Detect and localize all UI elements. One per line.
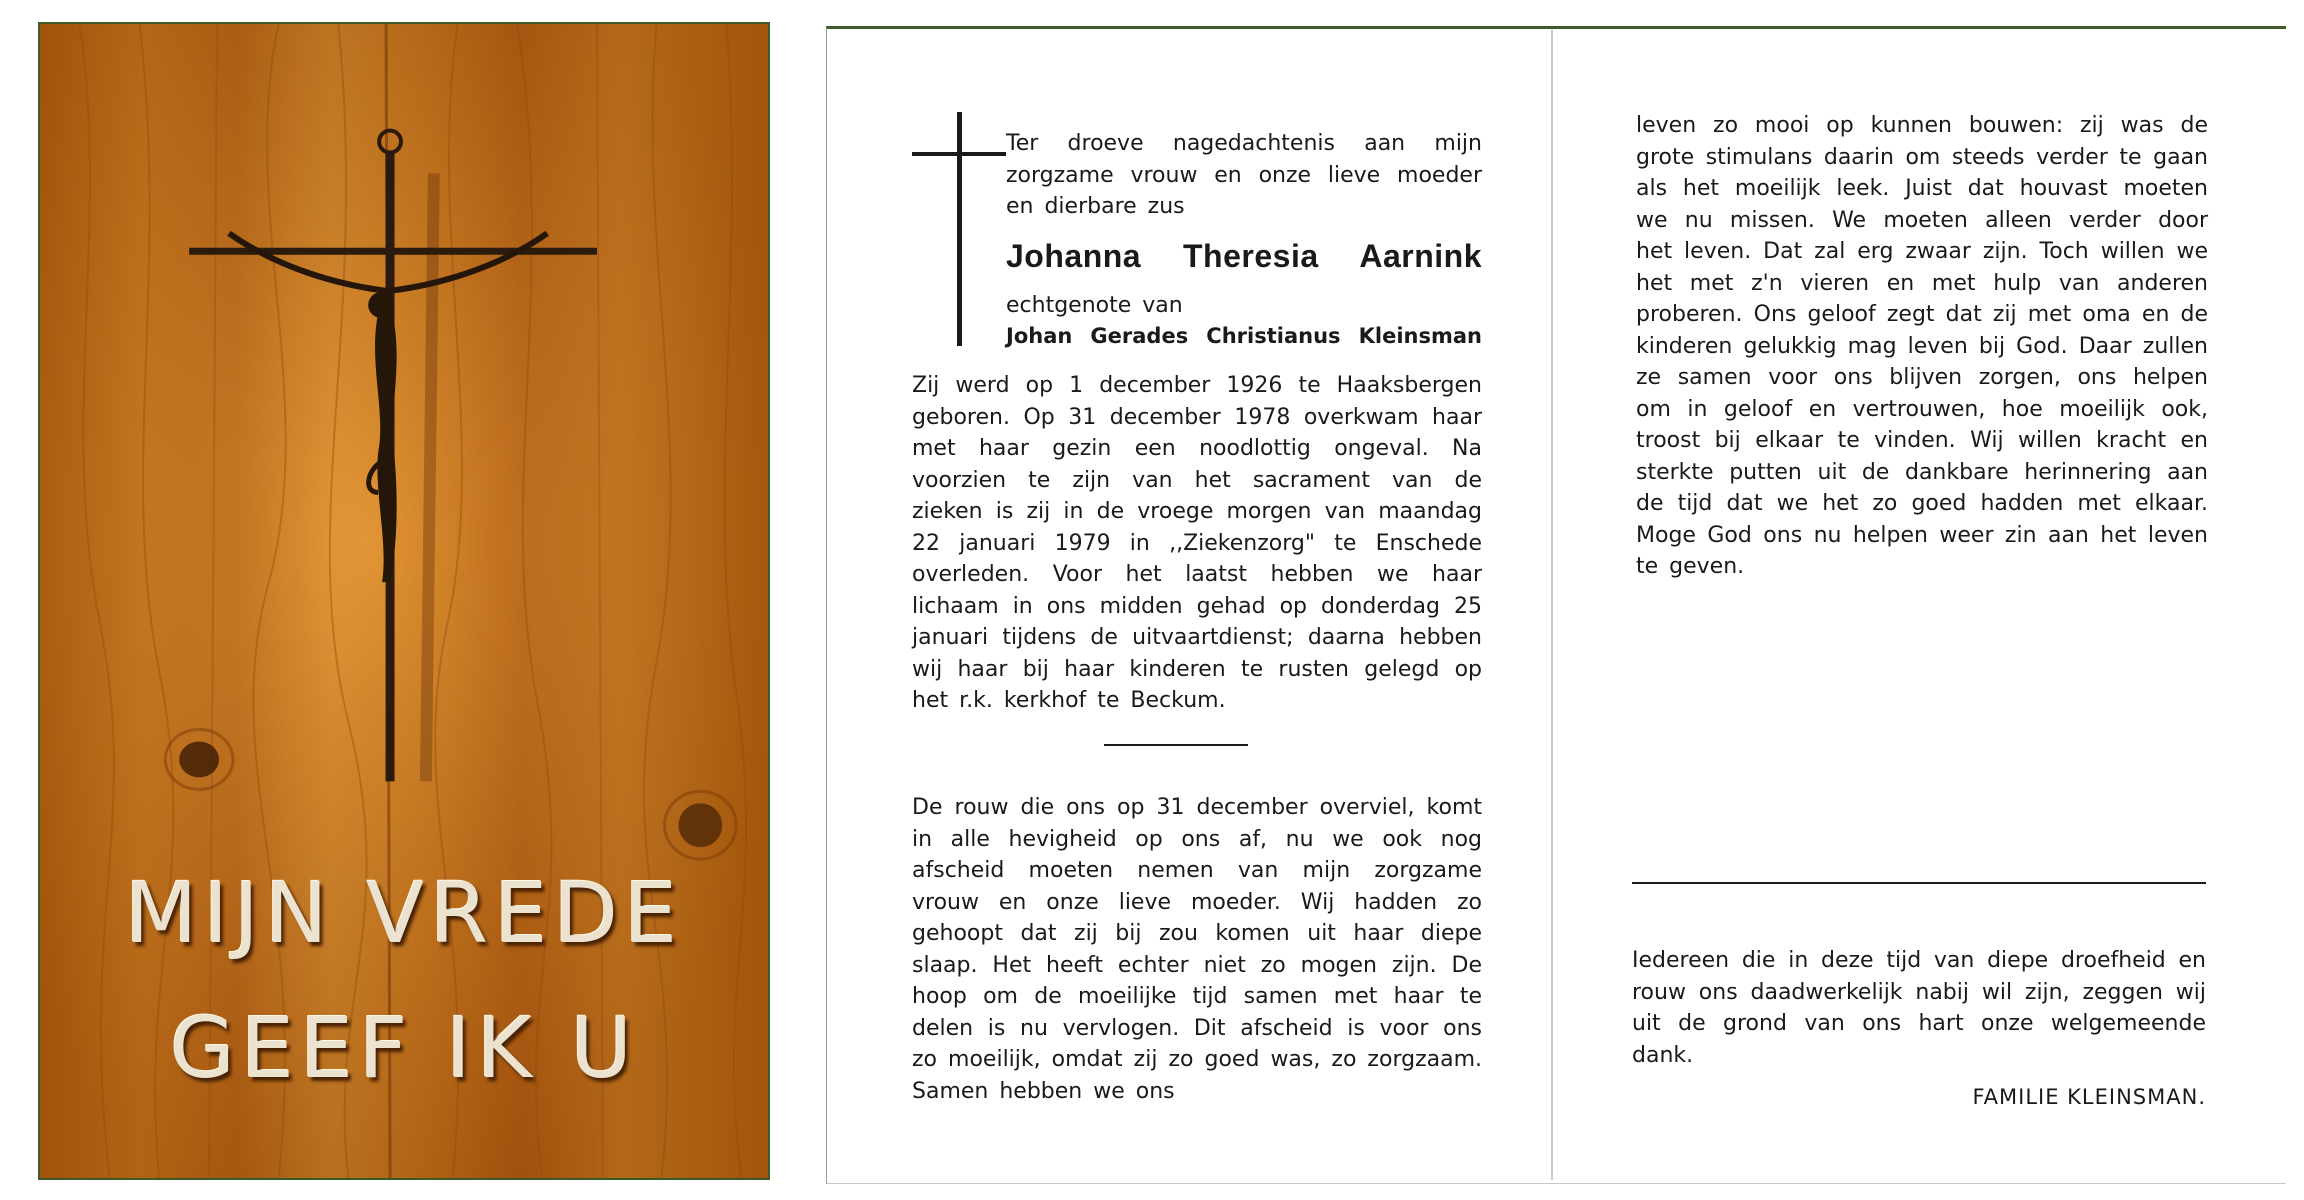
motto-line-1: MIJN VREDE [124, 864, 684, 962]
cross-icon [957, 112, 962, 346]
fold-line [1551, 30, 1553, 1180]
family-signature: FAMILIE KLEINSMAN. [1972, 1085, 2206, 1109]
picture-card [38, 22, 770, 1180]
thanks-text: Iedereen die in deze tijd van diepe droefheid en rouw ons daadwerkelijk nabij wil zijn, zeggen wij uit de grond van ons hart onze welgemeende dank. [1632, 948, 2206, 1068]
divider [1632, 882, 2206, 884]
cross-icon-bar [912, 152, 1006, 156]
motto-line-2: GEEF IK U [169, 999, 639, 1097]
grief-text: De rouw die ons op 31 december overviel, komt in alle hevigheid op ons af, nu we ook nog afscheid moeten nemen van mijn zorgzame vrouw en onze lieve moeder. Wij hadden zo gehoopt dat zij bij zou komen uit haar diepe slaap. Het heeft echter niet zo mogen zijn. De hoop om de moeilijke tijd samen met haar te delen is nu vervlogen. Dit afscheid is voor ons zo moeilijk, omdat zij zo goed was, zo zorgzaam. Samen hebben we ons [912, 795, 1482, 1104]
continuation-text: leven zo mooi op kunnen bouwen: zij was de grote stimulans daarin om steeds verder te gaan als het moeilijk leek. Juist dat houvast moeten we nu missen. We moeten alleen verder door het leven. Dat zal erg zwaar zijn. Toch willen we het met z'n vieren en met hulp van anderen proberen. Ons geloof zegt dat zij met oma en de kinderen gelukkig mag leven bij God. Daar zullen ze samen voor ons blijven zorgen, ons helpen om in geloof en vertrouwen, hoe moeilijk ook, troost bij elkaar te vinden. Wij willen kracht en sterkte putten uit de dankbare herinnering aan de tijd dat we het zo goed hadden met elkaar. Moge God ons nu helpen weer zin aan het leven te geven. [1636, 113, 2208, 579]
divider [1104, 744, 1248, 746]
spouse-name: Johan Gerades Christianus Kleinsman [1006, 324, 1482, 348]
deceased-name: Johanna Theresia Aarnink [1006, 238, 1482, 274]
biography-text: Zij werd op 1 december 1926 te Haaksbergen geboren. Op 31 december 1978 overkwam haar met haar gezin een noodlottig ongeval. Na voorzien te zijn van het sacrament van de zieken is zij in de vroege morgen van maandag 22 januari 1979 in ,,Ziekenzorg" te Enschede overleden. Voor het laatst hebben we haar lichaam in ons midden gehad op donderdag 25 januari tijdens de uitvaartdienst; daarna hebben wij haar bij haar kinderen te rusten gelegd op het r.k. kerkhof te Beckum. [912, 373, 1482, 713]
memorial-intro: Ter droeve nagedachtenis aan mijn zorgzame vrouw en onze lieve moeder en dierbare zus [1006, 131, 1482, 219]
spouse-label: echtgenote van [1006, 293, 1183, 318]
